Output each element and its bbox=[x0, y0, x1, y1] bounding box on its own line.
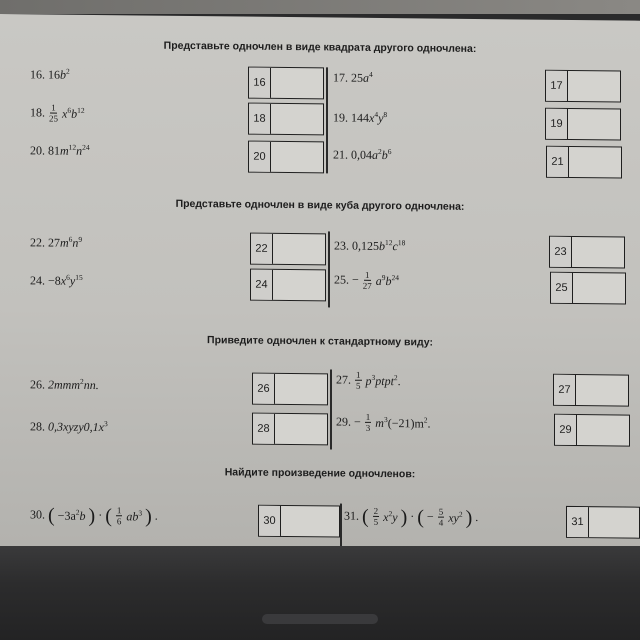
answer-box-label: 25 bbox=[551, 273, 573, 303]
answer-box-label: 26 bbox=[253, 374, 275, 404]
problem-21: 21. $0,04a^2b^6$ bbox=[333, 146, 392, 163]
answer-box-label: 27 bbox=[554, 375, 576, 405]
section-heading: Представьте одночлен в виде квадрата другого одночлена: bbox=[163, 39, 477, 55]
fraction: $\frac{2}{5}$ bbox=[373, 505, 379, 527]
problem-26: 26. 2mmm$^2$nn. bbox=[30, 376, 99, 393]
answer-box-label: 29 bbox=[555, 415, 577, 445]
answer-box-28[interactable] bbox=[252, 413, 328, 446]
answer-box-label: 22 bbox=[251, 234, 273, 264]
fraction: $\frac{1}{25}$ bbox=[49, 102, 58, 124]
answer-box-16[interactable] bbox=[248, 67, 324, 100]
answer-box-24[interactable] bbox=[250, 269, 326, 302]
column-divider bbox=[340, 504, 342, 550]
answer-box-22[interactable] bbox=[250, 233, 326, 266]
answer-box-30[interactable] bbox=[258, 505, 340, 538]
problem-29: 29. − $\frac{1}{3}$ $m^3(-21)m^2$. bbox=[336, 411, 431, 433]
problem-19: 19. $144x^4y^8$ bbox=[333, 109, 388, 126]
fraction: $\frac{5}{4}$ bbox=[438, 506, 444, 528]
column-divider bbox=[330, 369, 332, 449]
problem-16: 16. $16b^2$ bbox=[30, 66, 70, 82]
column-divider bbox=[328, 231, 330, 307]
section-heading: Найдите произведение одночленов: bbox=[224, 466, 416, 481]
laptop-logo bbox=[262, 614, 378, 624]
problem-30: 30. ( $-3a^2b$ ) · ( $\frac{1}{6}$ $ab^3$ ) . bbox=[30, 504, 158, 528]
fraction: $\frac{1}{5}$ bbox=[356, 369, 361, 391]
answer-box-17[interactable] bbox=[545, 70, 621, 103]
monitor-bezel bbox=[0, 546, 640, 640]
answer-box-label: 21 bbox=[547, 147, 569, 177]
answer-box-27[interactable] bbox=[553, 374, 629, 407]
section-heading: Приведите одночлен к стандартному виду: bbox=[207, 334, 433, 349]
answer-box-label: 28 bbox=[253, 414, 275, 444]
fraction: $\frac{1}{6}$ bbox=[116, 505, 122, 527]
problem-20: 20. $81m^{12}n^{24}$ bbox=[30, 142, 90, 158]
answer-box-25[interactable] bbox=[550, 272, 626, 305]
column-divider bbox=[326, 67, 328, 173]
problem-17: 17. $25a^4$ bbox=[333, 69, 373, 85]
problem-22: 22. $27m^6n^9$ bbox=[30, 234, 83, 250]
problem-23: 23. $0,125b^{12}c^{18}$ bbox=[334, 237, 406, 254]
problem-28: 28. $0,3xyzy0,1x^3$ bbox=[30, 418, 108, 435]
answer-box-19[interactable] bbox=[545, 108, 621, 141]
answer-box-29[interactable] bbox=[554, 414, 630, 447]
answer-box-label: 20 bbox=[249, 142, 271, 172]
fraction: $\frac{1}{3}$ bbox=[365, 411, 371, 433]
top-strip bbox=[0, 0, 640, 14]
answer-box-label: 19 bbox=[546, 109, 568, 139]
answer-box-label: 18 bbox=[249, 104, 271, 134]
problem-27: 27. $\frac{1}{5}$ $p^3ptpt^2$. bbox=[336, 369, 401, 391]
problem-25: 25. − $\frac{1}{27}$ $a^9b^{24}$ bbox=[334, 269, 400, 291]
answer-box-26[interactable] bbox=[252, 373, 328, 406]
answer-box-label: 30 bbox=[259, 506, 281, 536]
answer-box-21[interactable] bbox=[546, 146, 622, 179]
worksheet bbox=[0, 14, 640, 553]
answer-box-18[interactable] bbox=[248, 103, 324, 136]
fraction: $\frac{1}{27}$ bbox=[362, 269, 372, 291]
answer-box-label: 31 bbox=[567, 507, 589, 537]
section-heading: Представьте одночлен в виде куба другого одночлена: bbox=[175, 197, 465, 213]
answer-box-23[interactable] bbox=[549, 236, 625, 269]
answer-box-label: 17 bbox=[546, 71, 568, 101]
answer-box-label: 16 bbox=[249, 68, 271, 98]
problem-18: 18. $\frac{1}{25}$ $x^6b^{12}$ bbox=[30, 102, 85, 124]
answer-box-20[interactable] bbox=[248, 141, 324, 174]
problem-31: 31. ( $\frac{2}{5}$ $x^2y$ ) · ( − $\frac{5}{4}$ $xy^2$ ) . bbox=[344, 505, 479, 529]
answer-box-31[interactable] bbox=[566, 506, 640, 539]
problem-24: 24. $-8x^6y^{15}$ bbox=[30, 272, 83, 288]
answer-box-label: 23 bbox=[550, 237, 572, 267]
answer-box-label: 24 bbox=[251, 270, 273, 300]
